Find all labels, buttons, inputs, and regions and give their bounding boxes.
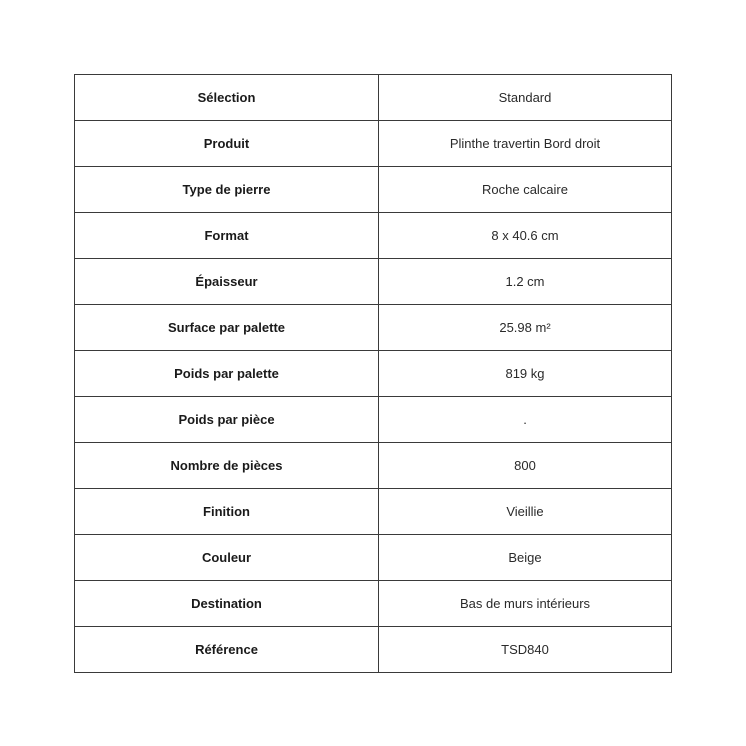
row-label: Surface par palette (75, 305, 379, 351)
product-spec-table (74, 74, 672, 673)
row-label: Poids par palette (75, 351, 379, 397)
row-value: TSD840 (379, 627, 672, 673)
row-value: Roche calcaire (379, 167, 672, 213)
row-value: Standard (379, 75, 672, 121)
table-row-couleur (75, 535, 672, 581)
table-row-poids-par-piece (75, 397, 672, 443)
row-value: 25.98 m² (379, 305, 672, 351)
row-label: Type de pierre (75, 167, 379, 213)
spec-table-body (75, 75, 672, 673)
row-value: Beige (379, 535, 672, 581)
table-row-epaisseur (75, 259, 672, 305)
table-row-surface-par-palette (75, 305, 672, 351)
row-value: Bas de murs intérieurs (379, 581, 672, 627)
row-label: Finition (75, 489, 379, 535)
row-label: Couleur (75, 535, 379, 581)
row-value: 819 kg (379, 351, 672, 397)
table-row-poids-par-palette (75, 351, 672, 397)
table-row-finition (75, 489, 672, 535)
row-label: Poids par pièce (75, 397, 379, 443)
table-row-reference (75, 627, 672, 673)
row-value: 8 x 40.6 cm (379, 213, 672, 259)
row-label: Référence (75, 627, 379, 673)
table-row-produit (75, 121, 672, 167)
table-row-type-de-pierre (75, 167, 672, 213)
table-row-nombre-de-pieces (75, 443, 672, 489)
row-value: Plinthe travertin Bord droit (379, 121, 672, 167)
row-value: 800 (379, 443, 672, 489)
row-label: Produit (75, 121, 379, 167)
row-label: Nombre de pièces (75, 443, 379, 489)
table-row-destination (75, 581, 672, 627)
row-label: Format (75, 213, 379, 259)
row-value: Vieillie (379, 489, 672, 535)
table-row-selection (75, 75, 672, 121)
row-value: . (379, 397, 672, 443)
row-label: Épaisseur (75, 259, 379, 305)
row-label: Sélection (75, 75, 379, 121)
row-value: 1.2 cm (379, 259, 672, 305)
row-label: Destination (75, 581, 379, 627)
table-row-format (75, 213, 672, 259)
